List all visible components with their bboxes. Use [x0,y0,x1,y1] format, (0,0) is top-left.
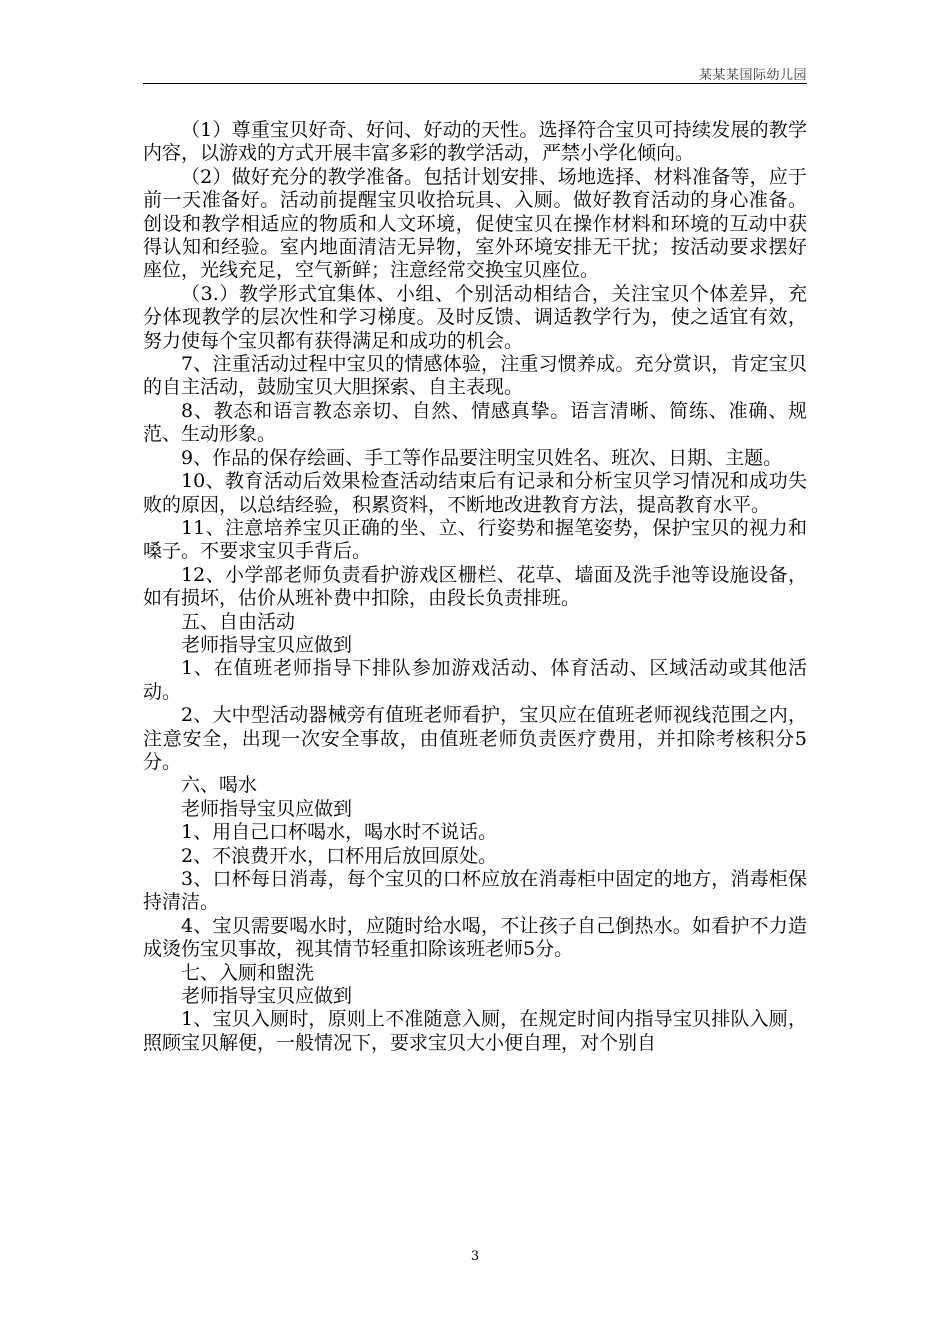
paragraph-free-1: 1、在值班老师指导下排队参加游戏活动、体育活动、区域活动或其他活动。 [143,657,807,703]
section-heading-free-activity: 五、自由活动 [181,610,296,633]
section-heading-toilet: 七、入厕和盥洗 [181,961,315,984]
paragraph-item-8: 8、教态和语言教态亲切、自然、情感真挚。语言清晰、简练、准确、规范、生动形象。 [143,399,807,446]
paragraph-1: （1）尊重宝贝好奇、好问、好动的天性。选择符合宝贝可持续发展的教学内容，以游戏的方式开展丰富多彩的教学活动，严禁小学化倾向。 [143,119,807,165]
paragraph-item-11: 11、注意培养宝贝正确的坐、立、行姿势和握笔姿势，保护宝贝的视力和嗓子。不要求宝贝手背后。 [143,516,807,563]
paragraph-free-2: 2、大中型活动器械旁有值班老师看护，宝贝应在值班老师视线范围之内，注意安全，出现一次安全事故，由值班老师负责医疗费用，并扣除考核积分5分。 [143,704,807,773]
paragraph-item-7: 7、注重活动过程中宝贝的情感体验，注重习惯养成。充分赏识，肯定宝贝的自主活动，鼓励宝贝大胆探索、自主表现。 [143,353,807,399]
section-subheading: 老师指导宝贝应做到 [181,633,353,656]
paragraph-3: （3.）教学形式宜集体、小组、个别活动相结合，关注宝贝个体差异，充分体现教学的层次性和学习梯度。及时反馈、调适教学行为，使之适宜有效，努力使每个宝贝都有获得满足和成功的机会。 [143,282,807,352]
paragraph-item-12: 12、小学部老师负责看护游戏区栅栏、花草、墙面及洗手池等设施设备，如有损坏，估价从班补费中扣除，由段长负责排班。 [143,563,807,610]
paragraph-drink-3: 3、口杯每日消毒，每个宝贝的口杯应放在消毒柜中固定的地方，消毒柜保持清洁。 [143,868,807,914]
section-subheading: 老师指导宝贝应做到 [181,797,353,820]
paragraph-2: （2）做好充分的教学准备。包括计划安排、场地选择、材料准备等，应于前一天准备好。活动前提醒宝贝收拾玩具、入厕。做好教育活动的身心准备。创设和教学相适应的物质和人文环境，促使宝贝在操作材料和环境的互动中获得认知和经验。室内地面清洁无异物，室外环境安排无干扰；按活动要求摆好座位，光线充足，空气新鲜；注意经常交换宝贝座位。 [143,165,807,282]
section-heading-drinking: 六、喝水 [181,774,258,797]
page-number: 3 [470,1249,480,1264]
header-title: 某某某国际幼儿园 [698,68,807,83]
body-text [143,119,807,1055]
section-subheading: 老师指导宝贝应做到 [181,985,353,1008]
paragraph-item-9: 9、作品的保存绘画、手工等作品要注明宝贝姓名、班次、日期、主题。 [181,446,783,469]
paragraph-drink-2: 2、不浪费开水，口杯用后放回原处。 [181,844,498,867]
paragraph-item-10: 10、教育活动后效果检查活动结束后有记录和分析宝贝学习情况和成功失败的原因，以总结经验，积累资料，不断地改进教育方法，提高教育水平。 [143,470,807,516]
paragraph-drink-4: 4、宝贝需要喝水时，应随时给水喝，不让孩子自己倒热水。如看护不力造成烫伤宝贝事故，视其情节轻重扣除该班老师5分。 [143,914,807,961]
header-divider [143,83,807,84]
paragraph-drink-1: 1、用自己口杯喝水，喝水时不说话。 [181,821,498,844]
paragraph-toilet-1: 1、宝贝入厕时，原则上不准随意入厕，在规定时间内指导宝贝排队入厕，照顾宝贝解便，一般情况下，要求宝贝大小便自理，对个别自 [143,1008,807,1054]
